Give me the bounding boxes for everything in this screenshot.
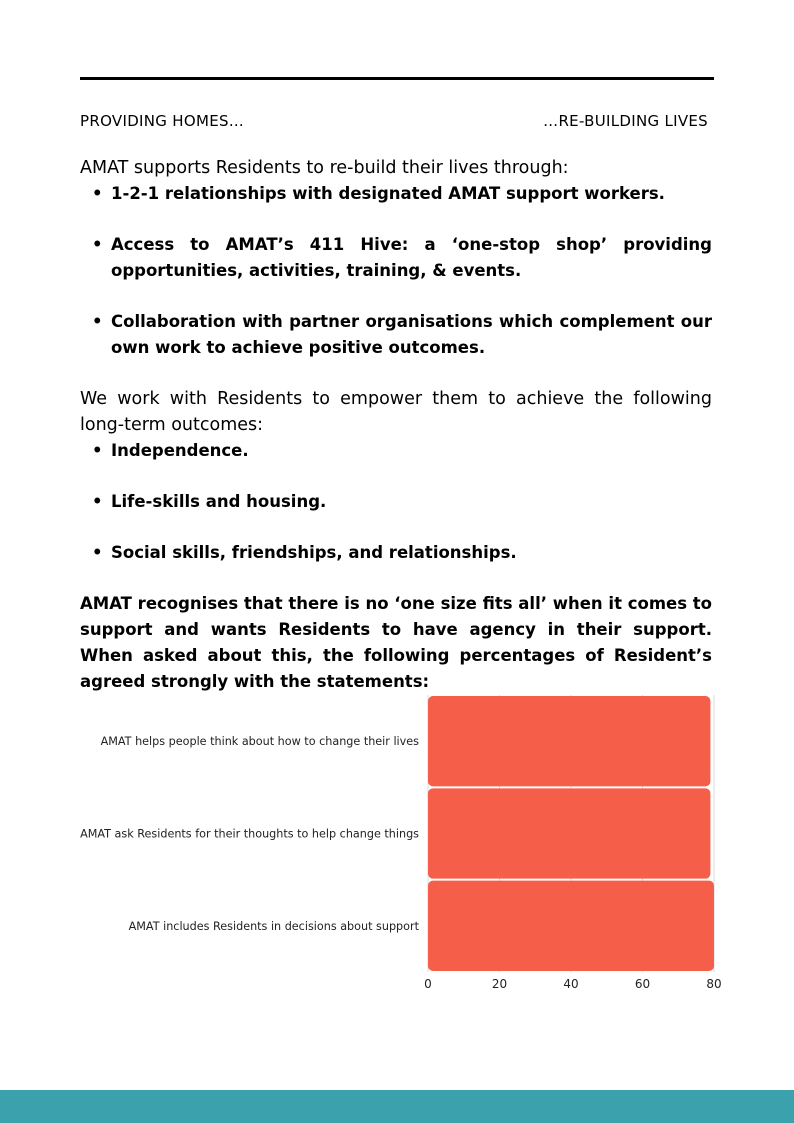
list-item: • Social skills, friendships, and relationships. xyxy=(80,540,712,566)
agreement-bar-chart xyxy=(0,690,794,1000)
x-tick-label: 80 xyxy=(706,977,722,991)
header-right: …RE-BUILDING LIVES xyxy=(543,112,708,130)
chart-svg xyxy=(0,690,794,1000)
intro-paragraph-1: AMAT supports Residents to re-build their lives through: xyxy=(80,158,569,178)
bar xyxy=(428,881,714,971)
x-tick-label: 20 xyxy=(491,977,508,991)
footer-band xyxy=(0,1090,794,1123)
bar xyxy=(428,788,710,878)
x-tick-label: 60 xyxy=(634,977,651,991)
intro-paragraph-2: We work with Residents to empower them to achieve the following long-term outcomes: xyxy=(80,389,712,435)
category-label: AMAT includes Residents in decisions about support xyxy=(128,919,419,933)
top-rule xyxy=(80,77,714,80)
list-item: • 1-2-1 relationships with designated AMAT support workers. xyxy=(80,181,712,207)
statement-paragraph: AMAT recognises that there is no ‘one size fits all’ when it comes to support and wants Residents to have agency in their support. When asked about this, the following percentages of Resident’s agreed strongly with the statements: xyxy=(80,594,712,691)
main-content xyxy=(80,155,712,695)
category-label: AMAT ask Residents for their thoughts to help change things xyxy=(80,827,419,841)
outcomes-list xyxy=(80,438,712,566)
list-item: • Life-skills and housing. xyxy=(80,489,712,515)
x-tick-label: 0 xyxy=(424,977,432,991)
support-list xyxy=(80,181,712,361)
list-item: • Access to AMAT’s 411 Hive: a ‘one-stop shop’ providing opportunities, activities, training, & events. xyxy=(80,232,712,284)
x-tick-label: 40 xyxy=(563,977,579,991)
list-item: • Collaboration with partner organisations which complement our own work to achieve positive outcomes. xyxy=(80,309,712,361)
list-item: • Independence. xyxy=(80,438,712,464)
bar xyxy=(428,696,710,786)
header-left: PROVIDING HOMES… xyxy=(80,112,245,130)
category-label: AMAT helps people think about how to change their lives xyxy=(100,735,419,749)
